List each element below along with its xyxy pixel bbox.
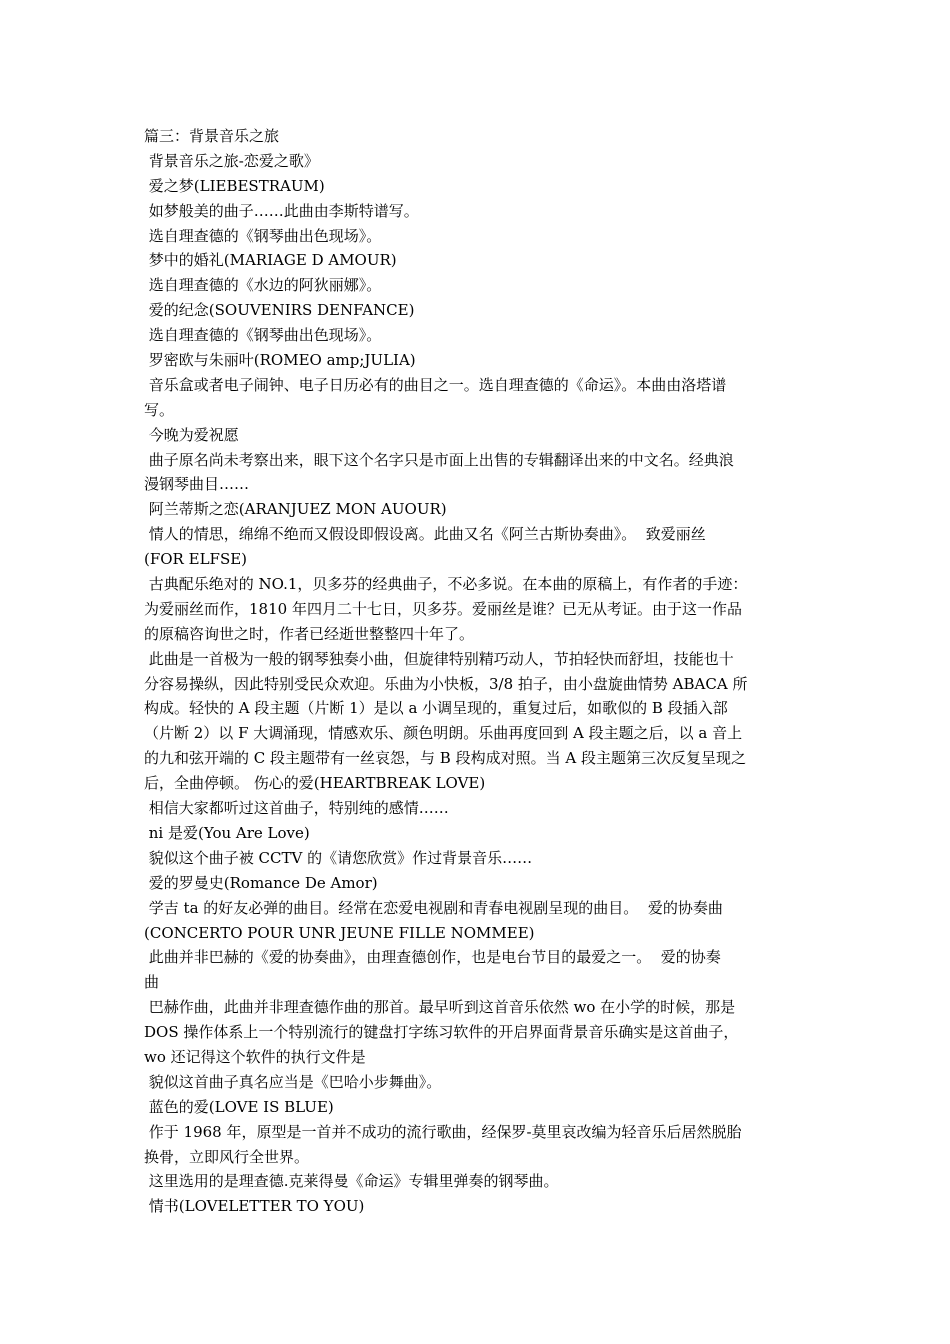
text-line: 情书(LOVELETTER TO YOU) bbox=[144, 1197, 365, 1216]
text-line: 爱的罗曼史(Romance De Amor) bbox=[144, 873, 378, 892]
text-line: 背景音乐之旅-恋爱之歌》 bbox=[144, 151, 319, 170]
text-line: 罗密欧与朱丽叶(ROMEO amp;JULIA) bbox=[144, 351, 416, 370]
text-line: 此曲并非巴赫的《爱的协奏曲》，由理查德创作，也是电台节目的最爱之一。 爱的协奏 bbox=[144, 948, 721, 967]
text-line: 为爱丽丝而作，1810 年四月二十七日，贝多芬。爱丽丝是谁？已无从考证。由于这一作品 bbox=[144, 599, 742, 618]
text-line: 选自理查德的《钢琴曲出色现场》。 bbox=[144, 226, 382, 245]
text-line: 选自理查德的《水边的阿狄丽娜》。 bbox=[144, 276, 382, 295]
text-line: 后，全曲停顿。 伤心的爱(HEARTBREAK LOVE) bbox=[144, 774, 486, 793]
text-line: 情人的情思，绵绵不绝而又假设即假设离。此曲又名《阿兰古斯协奏曲》。 致爱丽丝 bbox=[144, 525, 706, 544]
text-line: 梦中的婚礼(MARIAGE D AMOUR) bbox=[144, 251, 397, 270]
text-line: 蓝色的爱(LOVE IS BLUE) bbox=[144, 1097, 334, 1116]
text-line: 换骨，立即风行全世界。 bbox=[144, 1147, 310, 1166]
text-line: 爱之梦(LIEBESTRAUM) bbox=[144, 176, 325, 195]
text-line: 此曲是一首极为一般的钢琴独奏小曲，但旋律特别精巧动人，节拍轻快而舒坦，技能也十 bbox=[144, 649, 734, 668]
text-line: (FOR ELFSE) bbox=[144, 550, 248, 569]
text-line: 如梦般美的曲子……此曲由李斯特谱写。 bbox=[144, 201, 419, 220]
text-line: （片断 2）以 F 大调涌现，情感欢乐、颜色明朗。乐曲再度回到 A 段主题之后，以 a 音上 bbox=[144, 724, 743, 743]
text-line: (CONCERTO POUR UNR JEUNE FILLE NOMMEE) bbox=[144, 923, 535, 942]
text-line: 作于 1968 年，原型是一首并不成功的流行歌曲，经保罗-莫里哀改编为轻音乐后居然脱胎 bbox=[144, 1122, 742, 1141]
text-line: wo 还记得这个软件的执行文件是 bbox=[144, 1047, 366, 1066]
text-line: 这里选用的是理查德.克莱得曼《命运》专辑里弹奏的钢琴曲。 bbox=[144, 1172, 559, 1191]
text-line: 学吉 ta 的好友必弹的曲目。经常在恋爱电视剧和青春电视剧呈现的曲目。 爱的协奏曲 bbox=[144, 898, 723, 917]
text-line: 今晚为爱祝愿 bbox=[144, 425, 239, 444]
text-line: 篇三：背景音乐之旅 bbox=[144, 127, 280, 145]
text-line: 巴赫作曲，此曲并非理查德作曲的那首。最早听到这首音乐依然 wo 在小学的时候，那是 bbox=[144, 998, 736, 1017]
text-line: 爱的纪念(SOUVENIRS DENFANCE) bbox=[144, 301, 415, 320]
text-line: 相信大家都听过这首曲子，特别纯的感情…… bbox=[144, 799, 449, 818]
text-line: 阿兰蒂斯之恋(ARANJUEZ MON AUOUR) bbox=[144, 500, 447, 519]
document-body bbox=[144, 124, 816, 1219]
text-line: 曲子原名尚未考察出来，眼下这个名字只是市面上出售的专辑翻译出来的中文名。经典浪 bbox=[144, 450, 734, 469]
text-line: 貌似这首曲子真名应当是《巴哈小步舞曲》。 bbox=[144, 1072, 442, 1091]
text-line: 写。 bbox=[144, 400, 175, 419]
text-line: 构成。轻快的 A 段主题（片断 1）是以 a 小调呈现的，重复过后，如歌似的 B 段插入部 bbox=[144, 699, 728, 718]
text-line: 的九和弦开端的 C 段主题带有一丝哀怨，与 B 段构成对照。当 A 段主题第三次反复呈现之 bbox=[144, 749, 746, 768]
text-line: 曲 bbox=[144, 973, 160, 992]
text-line: 音乐盒或者电子闹钟、电子日历必有的曲目之一。选自理查德的《命运》。本曲由洛塔谱 bbox=[144, 375, 727, 394]
text-line: 的原稿咨询世之时，作者已经逝世整整四十年了。 bbox=[144, 624, 475, 643]
text-line: ni 是爱(You Are Love) bbox=[144, 823, 310, 842]
text-line: 古典配乐绝对的 NO.1，贝多芬的经典曲子，不必多说。在本曲的原稿上，有作者的手迹： bbox=[144, 575, 748, 594]
text-line: 选自理查德的《钢琴曲出色现场》。 bbox=[144, 326, 382, 345]
text-line: DOS 操作体系上一个特别流行的键盘打字练习软件的开启界面背景音乐确实是这首曲子， bbox=[144, 1023, 739, 1042]
text-line: 漫钢琴曲目…… bbox=[144, 475, 250, 494]
text-line: 分容易操纵，因此特别受民众欢迎。乐曲为小快板，3/8 拍子，由小盘旋曲情势 ABACA 所 bbox=[144, 674, 748, 693]
text-line: 貌似这个曲子被 CCTV 的《请您欣赏》作过背景音乐…… bbox=[144, 848, 533, 867]
